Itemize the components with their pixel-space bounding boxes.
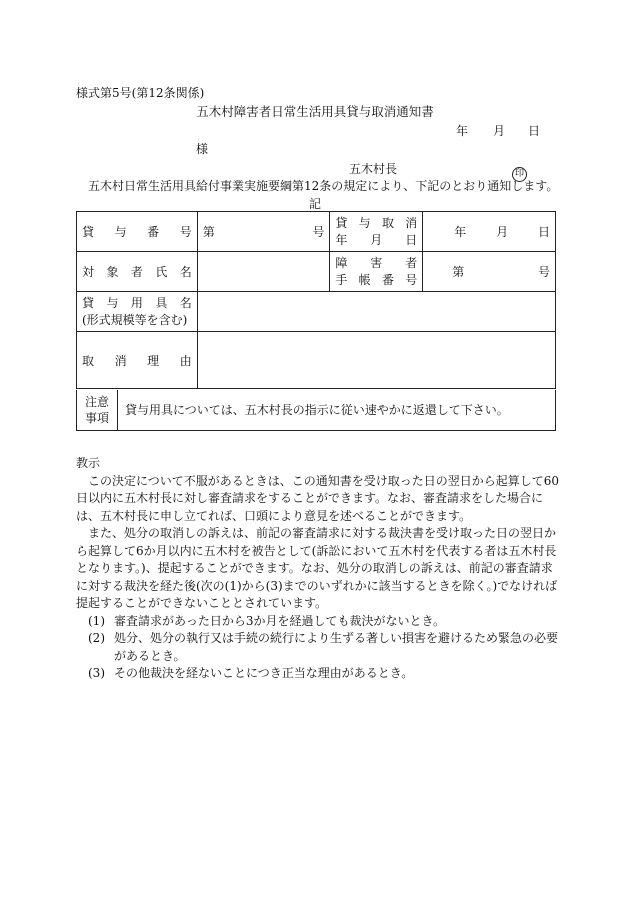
issuer-name: 五木村長: [349, 162, 398, 176]
reason-value: [197, 332, 555, 389]
caution-label: 注意 事項: [77, 390, 118, 430]
table-row: [77, 252, 556, 292]
intro-text: 五木村日常生活用具給付事業実施要綱第12条の規定により、下記のとおり通知します。: [88, 179, 559, 193]
instructions-section: [76, 455, 560, 683]
addressee-suffix: 様: [196, 142, 209, 156]
ki-heading: 記: [309, 197, 322, 211]
equipment-name-label: 貸 与 用 具 名 (形式規模等を含む): [77, 292, 198, 332]
list-item: (1) 審査請求があった日から3か月を経過しても裁決がないとき。: [88, 613, 446, 628]
form-number: 様式第5号(第12条関係): [76, 86, 205, 100]
date-month: 月: [493, 124, 506, 138]
date-year: 年: [456, 124, 469, 138]
instructions-paragraph: この決定について不服があるときは、この通知書を受け取った日の翌日から起算して60日以内に五木村長に対し審査請求をすることができます。なお、審査請求をした場合には、五木村長に申し立てれば、口頭により意見を述べることができます。: [76, 473, 560, 523]
cancel-date-value: 年 月 日: [423, 212, 556, 252]
instructions-paragraph: また、処分の取消しの訴えは、前記の審査請求に対する裁決書を受け取った日の翌日から起算して6か月以内に五木村を被告として(訴訟において五木村を代表する者は五木村長となります。)、提起することができます。なお、処分の取消しの訴えは、前記の審査請求に対する裁決を経た後(次の(1)から(3)までのいずれかに該当するときを除く。)でなければ提起することができないこととされています。: [76, 526, 558, 610]
loan-number-label: 貸 与 番 号: [77, 212, 198, 252]
document-title: 五木村障害者日常生活用具貸与取消通知書: [196, 104, 434, 119]
seal-icon: 印: [512, 167, 527, 182]
handbook-number-label: 障 害 者 手 帳 番 号: [330, 252, 423, 292]
loan-number-value: 第 号: [197, 212, 330, 252]
cancel-date-label: 貸 与 取 消 年 月 日: [330, 212, 423, 252]
list-item: (3) その他裁決を経ないことにつき正当な理由があるとき。: [88, 666, 414, 680]
notification-table: [76, 211, 556, 389]
equipment-name-value: [197, 292, 555, 332]
reason-label: 取 消 理 由: [77, 332, 198, 389]
table-row: [77, 292, 556, 332]
caution-text: 貸与用具については、五木村長の指示に従い速やかに返還して下さい。: [125, 403, 509, 417]
caution-box: [76, 390, 556, 431]
table-row: [77, 332, 556, 389]
subject-name-label: 対 象 者 氏 名: [77, 252, 198, 292]
handbook-number-value: 第 号: [423, 252, 556, 292]
subject-name-value: [197, 252, 330, 292]
date-day: 日: [528, 124, 541, 138]
list-item: (2) 処分、処分の執行又は手続の続行により生ずる著しい損害を避けるため緊急の必要があるとき。: [88, 631, 559, 663]
instructions-heading: 教示: [76, 456, 101, 470]
table-row: [77, 212, 556, 252]
